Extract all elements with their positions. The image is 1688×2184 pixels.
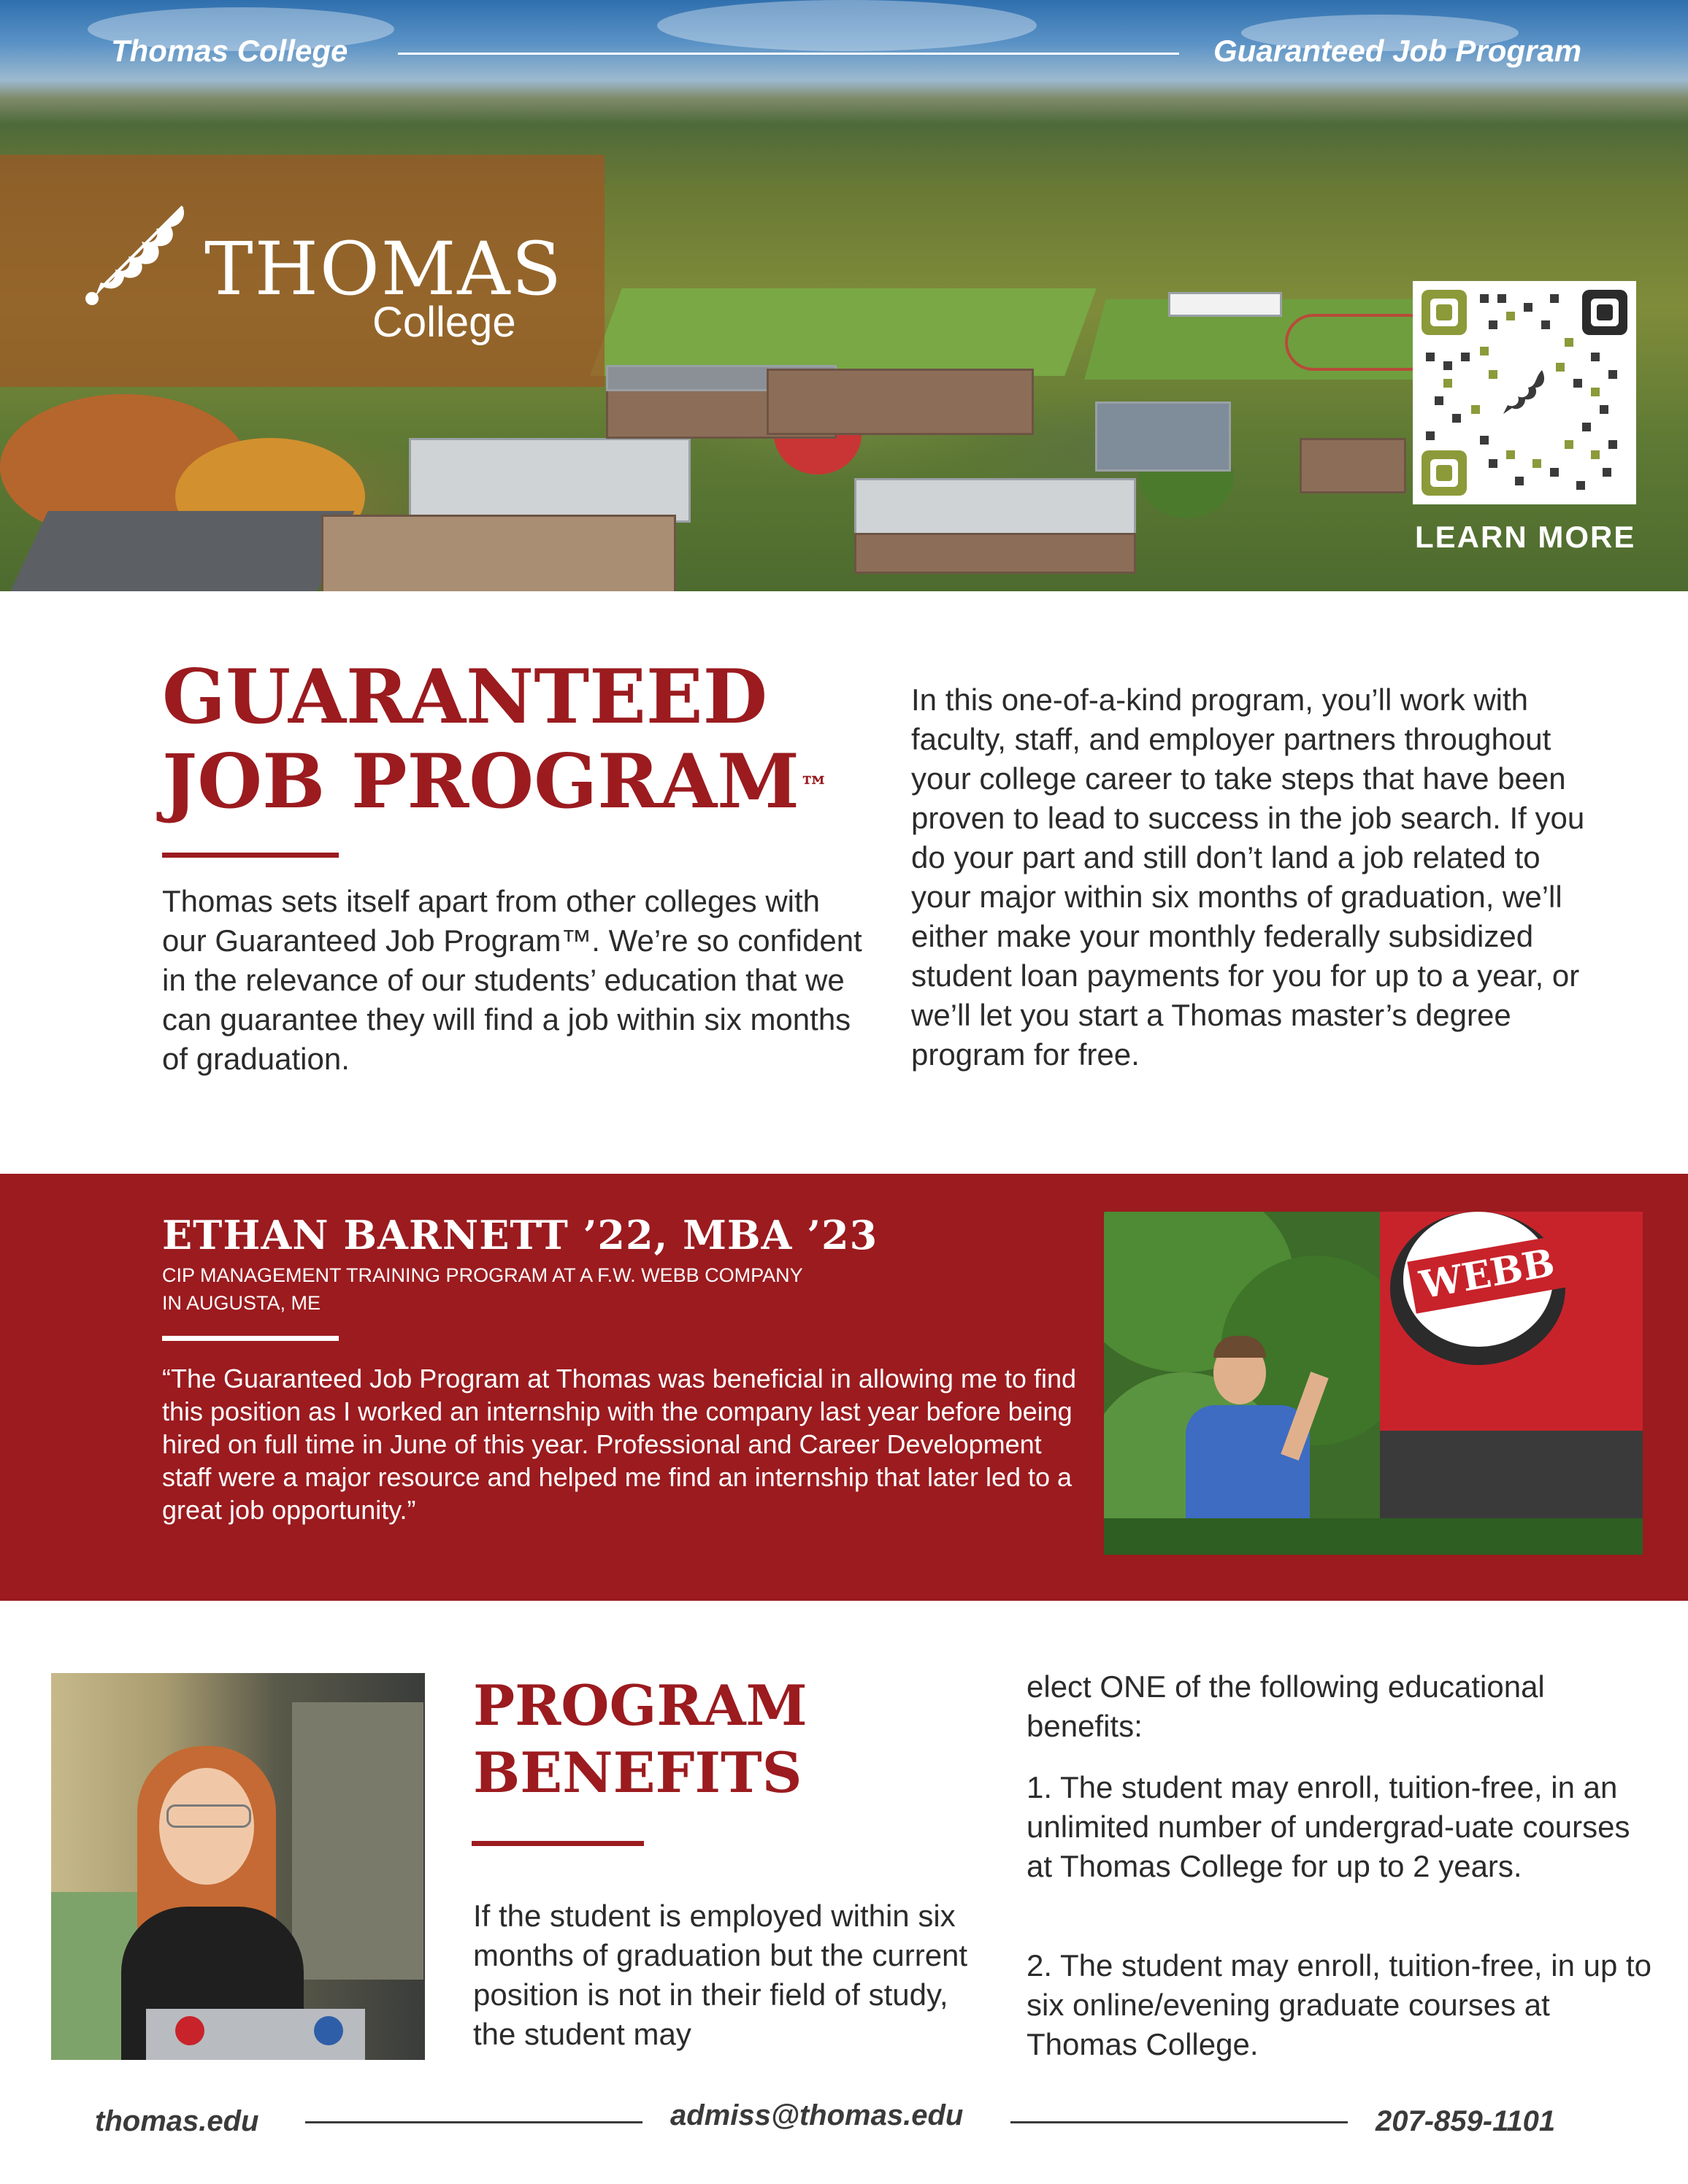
benefits-intro: elect ONE of the following educational benefits: xyxy=(1027,1669,1545,1743)
footer-website-link[interactable]: thomas.edu xyxy=(95,2105,259,2137)
title-underline xyxy=(162,853,339,858)
benefits-underline xyxy=(472,1841,644,1846)
page-title-text: JOB PROGRAM xyxy=(162,738,800,826)
testimonial-role xyxy=(162,1261,965,1317)
intro-paragraph-left: Thomas sets itself apart from other colleges with our Guaranteed Job Program™. We’re so confident in the relevance of our students’ education that we can guarantee they will find a job within six months of graduation. xyxy=(162,884,862,1076)
benefits-title-line2: BENEFITS xyxy=(473,1740,802,1805)
footer-phone-link[interactable]: 207-859-1101 xyxy=(1376,2105,1556,2137)
logo-subtitle: College xyxy=(372,299,516,346)
testimonial-name: ETHAN BARNETT ’22, MBA ’23 xyxy=(162,1212,878,1258)
footer-divider-left xyxy=(305,2121,642,2123)
qr-code-icon[interactable] xyxy=(1422,290,1627,496)
testimonial-divider xyxy=(162,1336,339,1341)
webb-sign-text: WEBB xyxy=(1407,1235,1567,1313)
testimonial-quote: “The Guaranteed Job Program at Thomas was beneficial in allowing me to find this position as I worked an internship with the company last year before being hired on full time in June of this year. Professional and Career Development staff were a major resource and helped me find an internship that later led to a great job opportunity.” xyxy=(162,1364,1076,1525)
page-title-line2 xyxy=(162,738,829,826)
header-divider xyxy=(398,53,1179,55)
benefit-item-1: 1. The student may enroll, tuition-free, in an unlimited number of undergrad-uate courses at Thomas College for up to 2 years. xyxy=(1027,1770,1630,1883)
footer-email-link[interactable]: admiss@thomas.edu xyxy=(670,2099,964,2131)
testimonial-photo xyxy=(1104,1212,1643,1555)
page-title-line1: GUARANTEED xyxy=(162,653,768,741)
footer-divider-right xyxy=(1010,2121,1348,2123)
benefits-paragraph: If the student is employed within six months of graduation but the current position is not in their field of study, the student may xyxy=(473,1899,968,2051)
oak-leaf-icon xyxy=(80,201,197,310)
testimonial-role-line1: CIP MANAGEMENT TRAINING PROGRAM AT A F.W. WEBB COMPANY xyxy=(162,1264,803,1286)
hero-campus-photo xyxy=(0,0,1688,591)
learn-more-label[interactable]: LEARN MORE xyxy=(1415,520,1636,554)
trademark-symbol: ™ xyxy=(799,770,829,804)
testimonial-role-line2: IN AUGUSTA, ME xyxy=(162,1292,321,1314)
intro-paragraph-right: In this one-of-a-kind program, you’ll work with faculty, staff, and employer partners throughout your college career to take steps that have been proven to lead to success in the job search. If you do your part and still don’t land a job related to your major within six months of graduation, we’ll either make your monthly federally subsidized student loan payments for you for up to a year, or we’ll let you start a Thomas master’s degree program for free. xyxy=(911,682,1585,1072)
student-photo xyxy=(51,1673,425,2060)
header-program-label: Guaranteed Job Program xyxy=(1213,34,1582,68)
header-college-label: Thomas College xyxy=(111,34,348,68)
logo-wordmark: THOMAS xyxy=(204,226,564,312)
benefits-title-line1: PROGRAM xyxy=(473,1673,807,1738)
benefit-item-2: 2. The student may enroll, tuition-free, in up to six online/evening graduate courses at Thomas College. xyxy=(1027,1948,1652,2061)
